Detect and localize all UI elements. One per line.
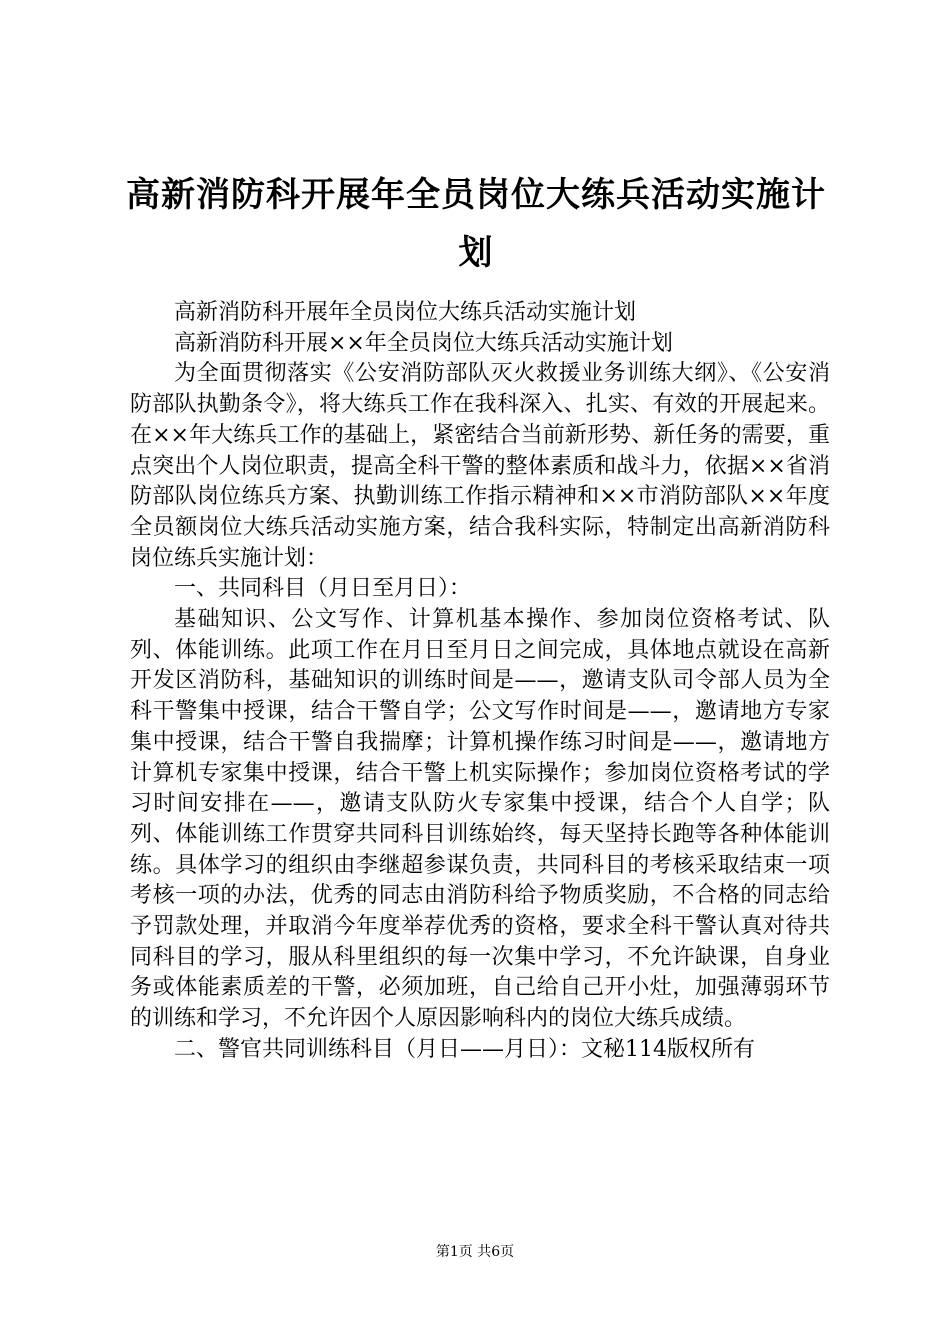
document-title: 高新消防科开展年全员岗位大练兵活动实施计划	[126, 175, 826, 273]
paragraph-section-2-heading: 二、警官共同训练科目（月日——月日）：文秘114版权所有	[174, 1036, 755, 1062]
document-body	[130, 298, 830, 1066]
paragraph-section-1-body: 基础知识、公文写作、计算机基本操作、参加岗位资格考试、队列、体能训练。此项工作在月日至月日之间完成，具体地点就设在高新开发区消防科，基础知识的训练时间是——，邀请支队司令部人员为全科干警集中授课，结合干警自学；公文写作时间是——，邀请地方专家集中授课，结合干警自我揣摩；计算机操作练习时间是——，邀请地方计算机专家集中授课，结合干警上机实际操作；参加岗位资格考试的学习时间安排在——，邀请支队防火专家集中授课，结合个人自学；队列、体能训练工作贯穿共同科目训练始终，每天坚持长跑等各种体能训练。具体学习的组织由李继超参谋负责，共同科目的考核采取结束一项考核一项的办法，优秀的同志由消防科给予物质奖励，不合格的同志给予罚款处理，并取消今年度举荐优秀的资格，要求全科干警认真对待共同科目的学习，服从科里组织的每一次集中学习，不允许缺课，自身业务或体能素质差的干警，必须加班，自己给自己开小灶，加强薄弱环节的训练和学习，不允许因个人原因影响科内的岗位大练兵成绩。	[130, 607, 830, 1032]
paragraph-subtitle-2: 高新消防科开展××年全员岗位大练兵活动实施计划	[174, 330, 673, 356]
page-footer: 第1页 共6页	[435, 1244, 515, 1260]
paragraph-intro: 为全面贯彻落实《公安消防部队灭火救援业务训练大纲》、《公安消防部队执勤条令》，将大练兵工作在我科深入、扎实、有效的开展起来。在××年大练兵工作的基础上，紧密结合当前新形势、新任务的需要，重点突出个人岗位职责，提高全科干警的整体素质和战斗力，依据××省消防部队岗位练兵方案、执勤训练工作指示精神和××市消防部队××年度全员额岗位大练兵活动实施方案，结合我科实际，特制定出高新消防科岗位练兵实施计划：	[130, 361, 830, 571]
paragraph-section-1-heading: 一、共同科目（月日至月日）：	[174, 576, 472, 602]
paragraph-subtitle-1: 高新消防科开展年全员岗位大练兵活动实施计划	[174, 300, 637, 325]
